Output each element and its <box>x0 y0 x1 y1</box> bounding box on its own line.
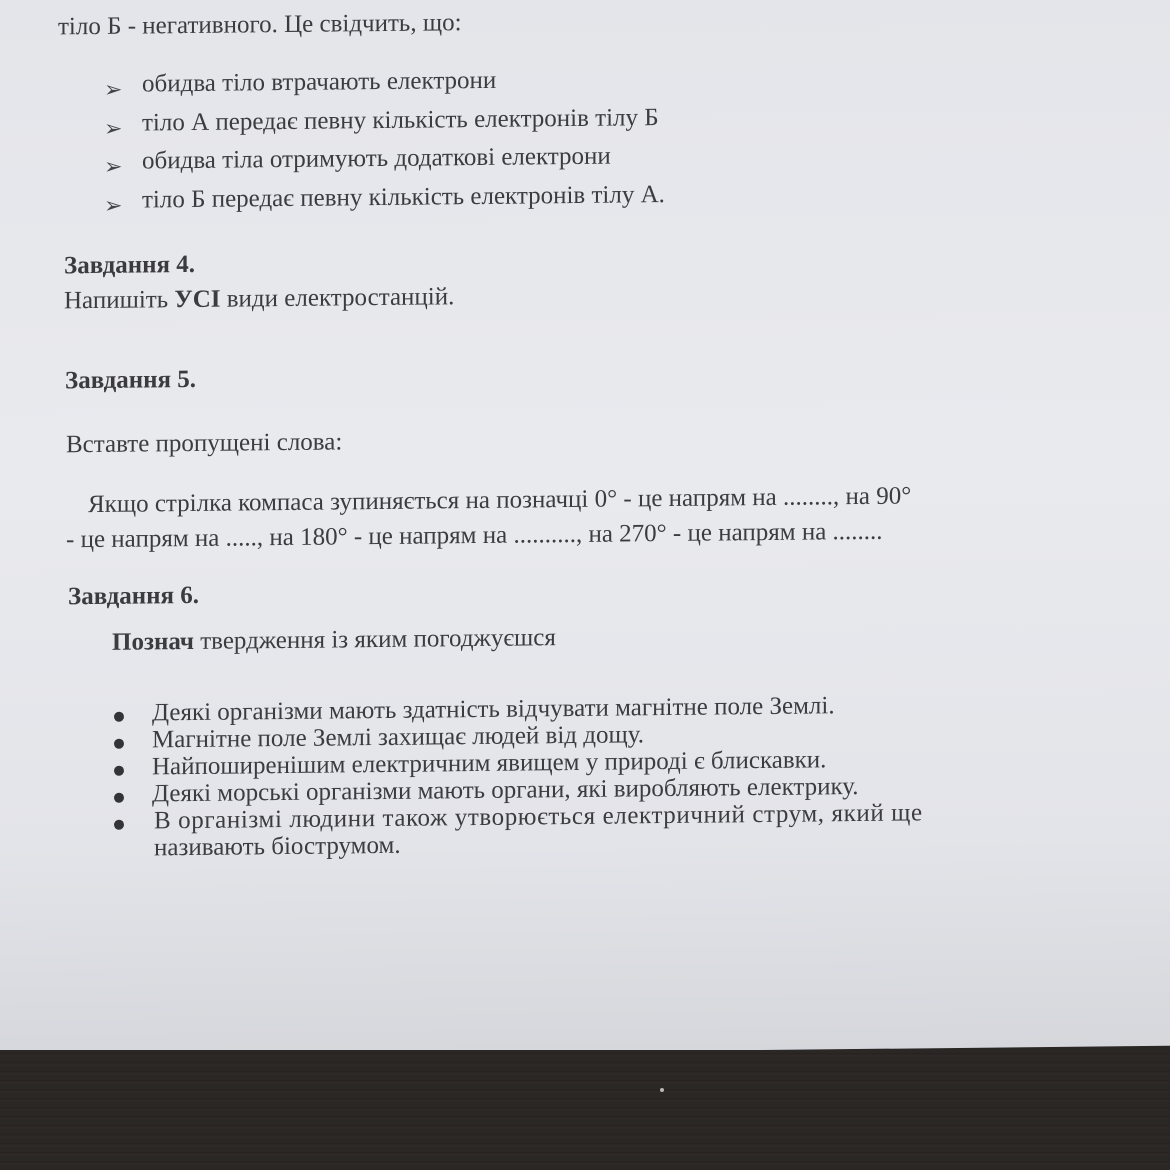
crumb-speck <box>660 1088 664 1092</box>
arrow-bullet-icon: ➢ <box>104 76 123 102</box>
bullet-dot-icon <box>114 712 124 722</box>
bullet-dot-icon <box>114 739 124 749</box>
task5-sentence-line1: Якщо стрілка компаса зупиняється на позначці 0° - це напрям на ........, на 90° <box>88 482 912 519</box>
option-item: тіло Б передає певну кількість електронів тілу А. <box>142 181 665 214</box>
task6-instruction: Познач твердження із яким погоджуєшся <box>112 624 556 656</box>
statement-item: Деякі морські організми мають органи, які виробляють електрику. <box>152 773 859 808</box>
statement-item: В організмі людини також утворюється електричний струм, який ще <box>154 799 923 835</box>
statement-item: Деякі організми мають здатність відчувати магнітне поле Землі. <box>152 692 835 727</box>
task5-heading: Завдання 5. <box>65 365 197 395</box>
task5-sentence-line2: - це напрям на ....., на 180° - це напрям на .........., на 270° - це напрям на ........ <box>66 517 883 554</box>
statement-item-continuation: називають біострумом. <box>154 831 401 862</box>
arrow-bullet-icon: ➢ <box>104 192 123 218</box>
statement-item: Найпоширенішим електричним явищем у природі є блискавки. <box>152 746 827 781</box>
bullet-dot-icon <box>114 820 124 830</box>
option-item: обидва тіла отримують додаткові електрони <box>142 142 611 175</box>
table-surface <box>0 1050 1170 1170</box>
task5-instruction: Вставте пропущені слова: <box>66 428 343 459</box>
intro-tail: тіло Б - негативного. Це свідчить, що: <box>58 9 462 41</box>
bullet-dot-icon <box>114 766 124 776</box>
task4-text: Напишіть УСІ види електростанцій. <box>64 283 455 315</box>
option-item: обидва тіло втрачають електрони <box>142 66 497 98</box>
bullet-dot-icon <box>114 793 124 803</box>
option-item: тіло А передає певну кількість електронів тілу Б <box>142 104 659 137</box>
task6-heading: Завдання 6. <box>68 581 200 611</box>
task4-heading: Завдання 4. <box>64 250 196 280</box>
arrow-bullet-icon: ➢ <box>104 153 123 179</box>
statement-item: Магнітне поле Землі захищає людей від дощу. <box>152 721 644 754</box>
arrow-bullet-icon: ➢ <box>104 115 123 141</box>
